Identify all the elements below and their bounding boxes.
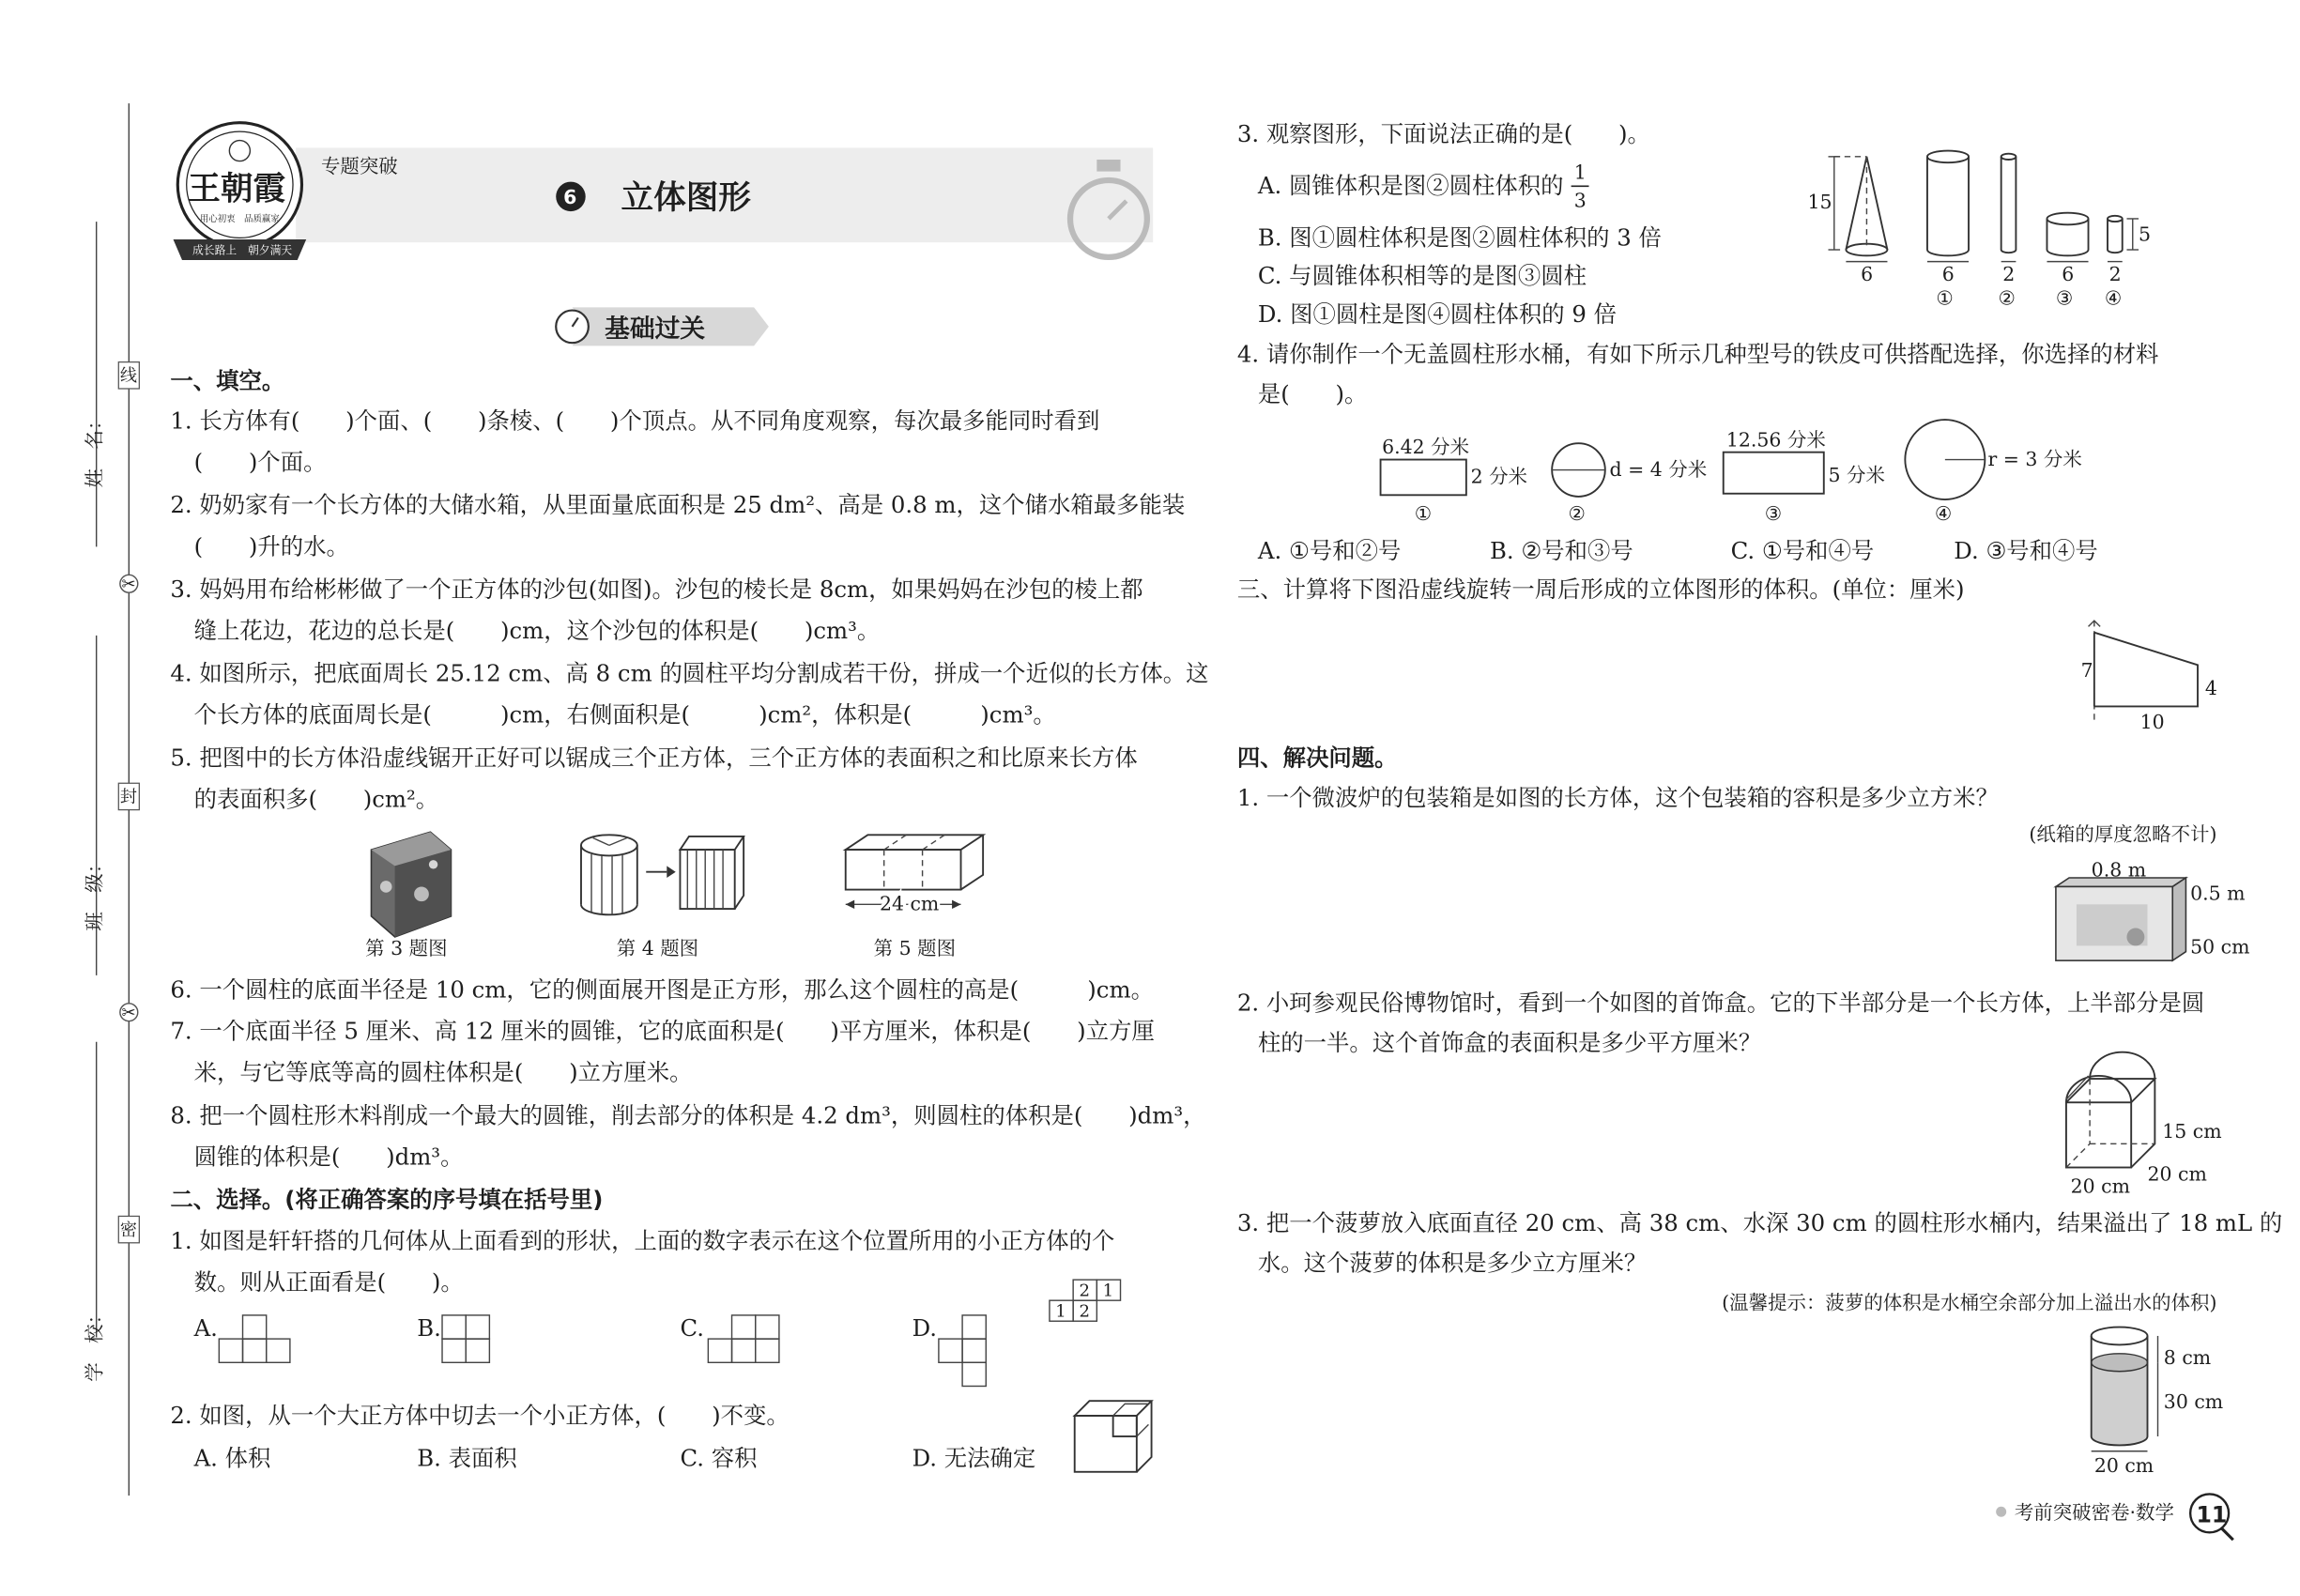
caption-q5: 第 5 题图 (873, 936, 957, 959)
c1-option-b[interactable]: B. (417, 1313, 441, 1342)
svg-text:用心初衷 品质赢家: 用心初衷 品质赢家 (199, 214, 280, 225)
c4-r3-w: 12.56 分米 (1725, 428, 1826, 452)
svg-text:✂: ✂ (121, 575, 136, 595)
c4-id3: ③ (1764, 502, 1783, 526)
binding-margin (83, 103, 139, 1496)
c3-w3: 2 (2002, 263, 2016, 286)
school-label: 学 校： (83, 1304, 106, 1382)
c4-r1-h: 2 分米 (1470, 465, 1527, 488)
dim-24cm: 24 cm (879, 892, 940, 915)
c3-option-c[interactable]: C. 与圆锥体积相等的是图③圆柱 (1257, 262, 1587, 290)
q5-line2: 的表面积多( )cm²。 (193, 785, 439, 813)
p1-side: 0.5 m (2190, 882, 2246, 905)
fraction-one-third (1572, 161, 1589, 211)
svg-text:1: 1 (1055, 1301, 1066, 1322)
p3-line1: 3. 把一个菠萝放入底面直径 20 cm、高 38 cm、水深 30 cm 的圆柱形水桶内，结果溢出了 18 mL 的 (1236, 1209, 2283, 1237)
c4-line2: 是( )。 (1257, 380, 1368, 408)
q8-line2: 圆锥的体积是( )dm³。 (193, 1143, 464, 1171)
c3-option-a[interactable]: A. 圆锥体积是图②圆柱体积的 (1257, 172, 1564, 200)
p2-line2: 柱的一半。这个首饰盒的表面积是多少平方厘米？ (1257, 1029, 1762, 1057)
section-calc-title: 三、计算将下图沿虚线旋转一周后形成的立体图形的体积。(单位：厘米) (1236, 575, 1965, 603)
c1-option-b-figure (442, 1315, 489, 1362)
c3-w2: 6 (1941, 263, 1955, 286)
unit-title: 立体图形 (621, 178, 751, 217)
c1-option-a-figure (219, 1315, 290, 1362)
p3-top: 8 cm (2163, 1345, 2212, 1369)
logo (174, 123, 307, 260)
figure-q3-cube (371, 832, 451, 937)
q8-line1: 8. 把一个圆柱形木料削成一个最大的圆锥，削去部分的体积是 4.2 dm³，则圆柱的体积是( )dm³， (170, 1101, 1206, 1129)
c4-c2-d: d = 4 分米 (1609, 457, 1708, 481)
c1-option-d[interactable]: D. (912, 1313, 937, 1342)
c3-w5: 2 (2108, 263, 2122, 286)
c3-height-15: 15 (1807, 190, 1832, 213)
series-label: 专题突破 (320, 155, 398, 178)
svg-text:6: 6 (563, 186, 577, 209)
svg-text:王朝霞: 王朝霞 (188, 169, 286, 208)
p3-water: 30 cm (2163, 1390, 2224, 1414)
seal-mark-seal: 封 (119, 787, 137, 807)
p2-d2: 20 cm (2147, 1162, 2207, 1186)
figure-p1-box (2056, 878, 2186, 960)
p1-top: 0.8 m (2091, 858, 2147, 882)
q2-line2: ( )升的水。 (193, 532, 349, 560)
seal-mark-secret: 密 (119, 1220, 137, 1240)
q4-line1: 4. 如图所示，把底面周长 25.12 cm、高 8 cm 的圆柱平均分割成若干份，拼成一个近似的长方体。这 (170, 659, 1209, 687)
page-footer (1996, 1494, 2233, 1540)
c4-r1-w: 6.42 分米 (1382, 436, 1470, 459)
c2-option-c[interactable]: C. 容积 (680, 1444, 758, 1472)
c4-option-b[interactable]: B. ②号和③号 (1490, 537, 1633, 564)
c3-option-d[interactable]: D. 图①圆柱是图④圆柱体积的 9 倍 (1257, 300, 1617, 329)
svg-text:2: 2 (1079, 1301, 1090, 1322)
name-label: 姓 名： (83, 410, 106, 488)
c4-line1: 4. 请你制作一个无盖圆柱形水桶，有如下所示几种型号的铁皮可供搭配选择，你选择的材料 (1236, 340, 2159, 368)
page-header (174, 123, 1154, 346)
c1-option-c[interactable]: C. (680, 1313, 704, 1342)
figure-c1-top-view (1050, 1280, 1121, 1321)
section-banner (556, 307, 769, 345)
p3-d: 20 cm (2093, 1453, 2154, 1477)
p2-h: 15 cm (2162, 1120, 2222, 1143)
section-fill-in-title: 一、填空。 (170, 366, 285, 394)
q7-line2: 米，与它等底等高的圆柱体积是( )立方厘米。 (193, 1058, 693, 1086)
q6: 6. 一个圆柱的底面半径是 10 cm，它的侧面展开图是正方形，那么这个圆柱的高是( )cm。 (170, 975, 1154, 1004)
page-number: 11 (2196, 1501, 2228, 1528)
footer-text: 考前突破密卷·数学 (2014, 1501, 2174, 1525)
c4-id4: ④ (1934, 502, 1953, 526)
c3-id3: ③ (2055, 286, 2074, 310)
c4-id2: ② (1568, 502, 1586, 526)
c1-line1: 1. 如图是轩轩搭的几何体从上面看到的形状，上面的数字表示在这个位置所用的小正方体的个 (170, 1227, 1115, 1255)
s3-right: 4 (2204, 676, 2217, 699)
p2-d1: 20 cm (2070, 1174, 2131, 1198)
s3-left: 7 (2080, 658, 2093, 682)
figure-c3-solids (1829, 151, 2139, 262)
q1-line2: ( )个面。 (193, 448, 327, 476)
caption-q4: 第 4 题图 (616, 936, 699, 959)
c4-c4-r: r = 3 分米 (1987, 447, 2082, 470)
c1-option-c-figure (708, 1315, 779, 1362)
caption-q3: 第 3 题图 (365, 936, 448, 959)
right-column (1237, 120, 2282, 1477)
s3-bottom: 10 (2139, 711, 2165, 734)
q4-line2: 个长方体的底面周长是( )cm，右侧面积是( )cm²，体积是( )cm³。 (193, 700, 1056, 729)
c4-option-d[interactable]: D. ③号和④号 (1954, 537, 2098, 564)
c3-id1: ① (1936, 286, 1954, 310)
figure-p2-jewelry-box (2066, 1052, 2154, 1168)
c2-option-b[interactable]: B. 表面积 (417, 1444, 517, 1472)
p1-note: (纸箱的厚度忽略不计) (2029, 822, 2217, 846)
c3-id4: ④ (2104, 286, 2123, 310)
p3-line2: 水。这个菠萝的体积是多少立方厘米？ (1257, 1249, 1648, 1277)
section-problems-title: 四、解决问题。 (1236, 744, 1398, 772)
q5-line1: 5. 把图中的长方体沿虚线锯开正好可以锯成三个正方体，三个正方体的表面积之和比原来长方体 (170, 744, 1138, 772)
figure-p3-bucket (2092, 1327, 2158, 1451)
c3-w1: 6 (1861, 263, 1874, 286)
scissors-icon (120, 575, 138, 594)
q2-line1: 2. 奶奶家有一个长方体的大储水箱，从里面量底面积是 25 dm²、高是 0.8 m，这个储水箱最多能装 (170, 491, 1186, 519)
svg-text:1: 1 (1573, 161, 1587, 184)
section-choice-title: 二、选择。(将正确答案的序号填在括号里) (170, 1186, 604, 1214)
q7-line1: 7. 一个底面半径 5 厘米、高 12 厘米的圆锥，它的底面积是( )平方厘米，体积是( )立方厘 (170, 1017, 1155, 1045)
q3-line1: 3. 妈妈用布给彬彬做了一个正方体的沙包(如图)。沙包的棱长是 8cm，如果妈妈在沙包的棱上都 (170, 575, 1143, 603)
class-label: 班 级： (83, 853, 106, 931)
c4-option-c[interactable]: C. ①号和④号 (1730, 537, 1875, 564)
q3-line2: 缝上花边，花边的总长是( )cm，这个沙包的体积是( )cm³。 (193, 617, 881, 644)
c2-option-a[interactable]: A. 体积 (193, 1444, 271, 1472)
c2-option-d[interactable]: D. 无法确定 (912, 1444, 1036, 1472)
figure-c2-cut-cube (1075, 1401, 1152, 1472)
p3-note: (温馨提示：菠萝的体积是水桶空余部分加上溢出水的体积) (1722, 1291, 2217, 1314)
c2: 2. 如图，从一个大正方体中切去一个小正方体，( )不变。 (170, 1401, 790, 1429)
c3-option-b[interactable]: B. 图①圆柱体积是图②圆柱体积的 3 倍 (1257, 223, 1662, 252)
c1-line2: 数。则从正面看是( )。 (193, 1268, 464, 1297)
c1-option-a[interactable]: A. (193, 1313, 218, 1342)
svg-text:✂: ✂ (121, 1003, 136, 1023)
scissors-icon (120, 1004, 138, 1023)
svg-text:2: 2 (1079, 1281, 1090, 1301)
p1-height: 50 cm (2190, 935, 2250, 959)
p2-line1: 2. 小珂参观民俗博物馆时，看到一个如图的首饰盒。它的下半部分是一个长方体，上半部分是圆 (1236, 989, 2205, 1017)
c3-id2: ② (1998, 286, 2016, 310)
c3-height-5: 5 (2139, 223, 2152, 246)
c3-stem: 3. 观察图形，下面说法正确的是( )。 (1236, 120, 1650, 148)
svg-text:1: 1 (1102, 1281, 1114, 1301)
c4-id1: ① (1414, 502, 1433, 526)
svg-text:基础过关: 基础过关 (605, 314, 706, 344)
seal-mark-line: 线 (119, 366, 137, 387)
q1-line1: 1. 长方体有( )个面、( )条棱、( )个顶点。从不同角度观察，每次最多能同时看到 (170, 407, 1100, 435)
c4-r3-h: 5 分米 (1828, 464, 1885, 487)
c3-w4: 6 (2062, 263, 2075, 286)
left-column (170, 367, 1208, 1472)
svg-text:3: 3 (1573, 189, 1587, 212)
c4-option-a[interactable]: A. ①号和②号 (1257, 537, 1402, 564)
figure-q4-cylinder-to-box (581, 835, 744, 914)
c1-option-d-figure (939, 1315, 986, 1387)
figure-s3-trapezoid (2089, 621, 2198, 721)
svg-text:成长路上 朝夕满天: 成长路上 朝夕满天 (192, 243, 293, 257)
p1: 1. 一个微波炉的包装箱是如图的长方体，这个包装箱的容积是多少立方米？ (1236, 783, 1999, 811)
